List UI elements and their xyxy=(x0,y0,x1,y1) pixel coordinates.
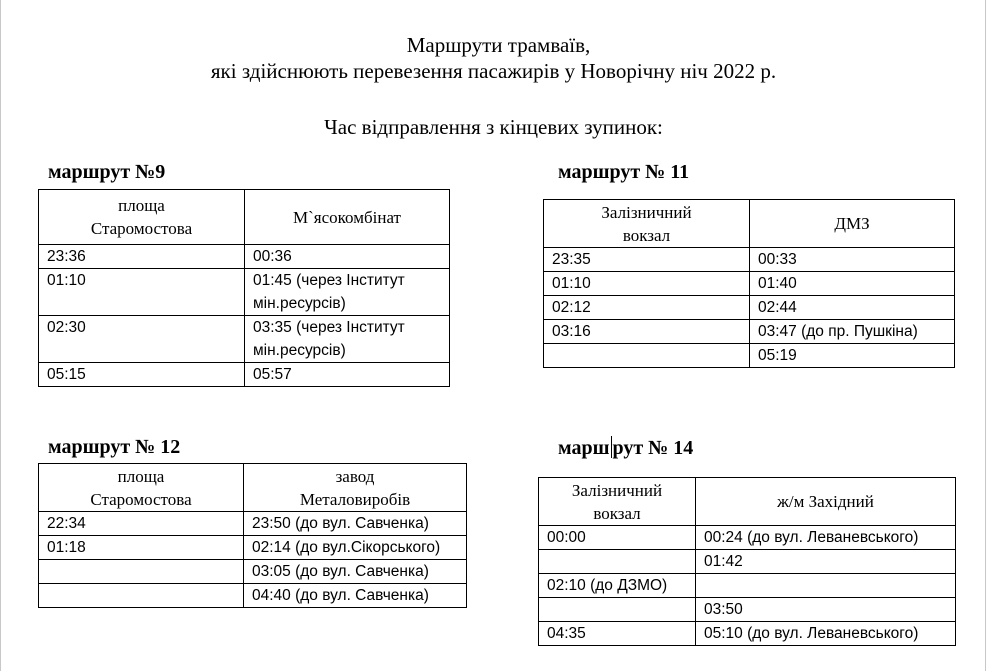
table-row xyxy=(39,560,467,584)
departure-time-cell xyxy=(539,574,696,598)
departure-time-cell xyxy=(244,584,467,608)
cell-text: 03:50 xyxy=(704,601,743,618)
departure-time-cell xyxy=(39,269,245,316)
table-row xyxy=(539,574,956,598)
departure-time-cell xyxy=(244,560,467,584)
page-edge xyxy=(0,0,1,671)
table-header-row xyxy=(39,464,467,512)
departure-time-cell xyxy=(696,550,956,574)
cell-text: 02:12 xyxy=(552,299,591,316)
schedule-table xyxy=(38,463,467,608)
cell-text: Старомостова xyxy=(90,489,192,509)
departure-time-cell xyxy=(39,560,244,584)
table-row xyxy=(539,622,956,646)
cell-text: 02:30 xyxy=(47,319,86,336)
page-edge xyxy=(985,0,986,671)
route-title xyxy=(558,436,693,460)
document-heading xyxy=(0,32,987,84)
cell-text: 05:10 (до вул. Леваневського) xyxy=(704,625,919,642)
departure-time-cell xyxy=(750,320,955,344)
origin-stop-header xyxy=(544,200,750,248)
cell-text: вокзал xyxy=(593,503,641,523)
route-title-part: рут № 14 xyxy=(612,437,694,459)
cell-text: 03:05 (до вул. Савченка) xyxy=(252,563,429,580)
departure-time-cell xyxy=(539,598,696,622)
cell-text: 23:35 xyxy=(552,251,591,268)
cell-text: ж/м Західний xyxy=(777,492,874,511)
departure-time-cell xyxy=(544,344,750,368)
departure-time-cell xyxy=(750,272,955,296)
table-row xyxy=(544,296,955,320)
cell-text: Металовиробів xyxy=(299,489,411,509)
departure-time-cell xyxy=(544,272,750,296)
destination-stop-header xyxy=(750,200,955,248)
destination-stop-header xyxy=(696,478,956,526)
departure-time-cell xyxy=(539,622,696,646)
departure-time-cell xyxy=(245,363,450,387)
cell-text: 03:47 (до пр. Пушкіна) xyxy=(758,323,918,340)
table-row xyxy=(544,248,955,272)
route-title-part: марш xyxy=(558,437,610,459)
text-cursor xyxy=(611,436,612,458)
table-row xyxy=(539,550,956,574)
cell-text: ДМЗ xyxy=(834,214,870,233)
table-row xyxy=(544,344,955,368)
cell-text: 03:16 xyxy=(552,323,591,340)
cell-text: 02:14 (до вул.Сікорського) xyxy=(252,539,441,556)
table-row xyxy=(39,245,450,269)
departure-time-cell xyxy=(539,526,696,550)
departure-time-cell xyxy=(244,512,467,536)
table-row xyxy=(544,320,955,344)
table-row xyxy=(39,363,450,387)
departure-time-cell xyxy=(696,598,956,622)
cell-text: вокзал xyxy=(622,225,671,245)
cell-text: 00:33 xyxy=(758,251,797,268)
cell-text: 03:35 (через Інститут xyxy=(253,319,405,336)
subheading: Час відправлення з кінцевих зупинок: xyxy=(324,115,663,139)
departure-time-cell xyxy=(544,296,750,320)
departure-time-cell xyxy=(39,512,244,536)
cell-text: 22:34 xyxy=(47,515,86,532)
cell-text: 01:18 xyxy=(47,539,86,556)
cell-text: мін.ресурсів) xyxy=(253,295,346,312)
heading-line: Маршрути трамваїв, xyxy=(406,33,591,57)
destination-stop-header xyxy=(244,464,467,512)
table-header-row xyxy=(539,478,956,526)
departure-time-cell xyxy=(244,536,467,560)
departure-time-cell xyxy=(750,248,955,272)
cell-text: 23:50 (до вул. Савченка) xyxy=(252,515,429,532)
table-row xyxy=(539,598,956,622)
departure-time-cell xyxy=(696,574,956,598)
cell-text: Старомостова xyxy=(90,219,193,238)
route-title: маршрут №9 xyxy=(48,161,166,183)
departure-time-cell xyxy=(696,622,956,646)
origin-stop-header xyxy=(539,478,696,526)
cell-text: 01:10 xyxy=(47,272,86,289)
cell-text: 04:40 (до вул. Савченка) xyxy=(252,587,429,604)
schedule-table xyxy=(543,199,955,368)
cell-text: 05:57 xyxy=(253,366,292,383)
cell-text: 00:36 xyxy=(253,248,292,265)
cell-text: площа xyxy=(118,196,165,215)
cell-text: 01:42 xyxy=(704,553,743,570)
cell-text: 05:15 xyxy=(47,366,86,383)
table-header-row xyxy=(544,200,955,248)
departure-time-cell xyxy=(39,245,245,269)
cell-text: мін.ресурсів) xyxy=(253,342,346,359)
schedule-table xyxy=(38,189,450,387)
departure-time-cell xyxy=(539,550,696,574)
cell-text: 02:10 (до ДЗМО) xyxy=(547,577,668,594)
table-row xyxy=(39,512,467,536)
cell-text: 04:35 xyxy=(547,625,586,642)
departure-time-cell xyxy=(544,248,750,272)
cell-text: 01:45 (через Інститут xyxy=(253,272,405,289)
departure-time-cell xyxy=(696,526,956,550)
departure-time-cell xyxy=(245,316,450,363)
departure-time-cell xyxy=(39,363,245,387)
departure-time-cell xyxy=(245,269,450,316)
route-title: маршрут № 12 xyxy=(48,436,181,458)
table-row xyxy=(39,536,467,560)
cell-text: 02:44 xyxy=(758,299,797,316)
cell-text: 01:40 xyxy=(758,275,797,292)
cell-text: 01:10 xyxy=(552,275,591,292)
table-row xyxy=(544,272,955,296)
table-header-row xyxy=(39,190,450,245)
schedule-table xyxy=(538,477,956,646)
route-title: маршрут № 11 xyxy=(558,161,690,183)
table-row xyxy=(539,526,956,550)
cell-text: 00:24 (до вул. Леваневського) xyxy=(704,529,919,546)
cell-text: завод xyxy=(335,466,375,486)
destination-stop-header xyxy=(245,190,450,245)
cell-text: М`ясокомбінат xyxy=(293,207,401,227)
cell-text: 23:36 xyxy=(47,248,86,265)
cell-text: Залізничний xyxy=(601,202,692,222)
cell-text: площа xyxy=(117,466,165,486)
heading-line: які здійснюють перевезення пасажирів у Новорічну ніч 2022 р. xyxy=(210,59,777,83)
departure-time-cell xyxy=(39,584,244,608)
table-row xyxy=(39,316,450,363)
departure-time-cell xyxy=(544,320,750,344)
cell-text: Залізничний xyxy=(571,480,663,500)
origin-stop-header xyxy=(39,190,245,245)
cell-text: 05:19 xyxy=(758,347,797,364)
origin-stop-header xyxy=(39,464,244,512)
departure-time-cell xyxy=(750,296,955,320)
departure-time-cell xyxy=(39,536,244,560)
departure-time-cell xyxy=(39,316,245,363)
departure-time-cell xyxy=(750,344,955,368)
table-row xyxy=(39,584,467,608)
departure-time-cell xyxy=(245,245,450,269)
cell-text: 00:00 xyxy=(547,529,586,546)
table-row xyxy=(39,269,450,316)
